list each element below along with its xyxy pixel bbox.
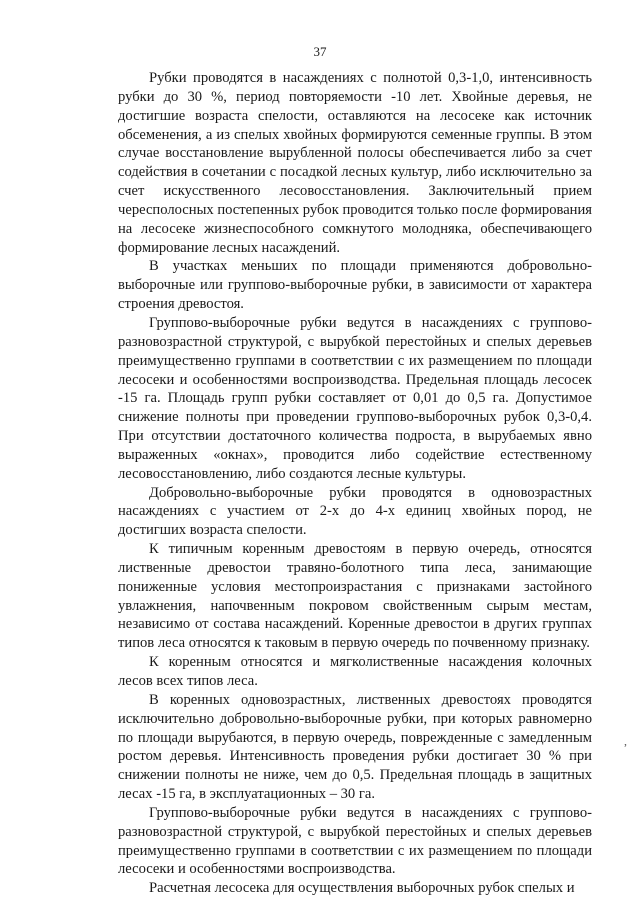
paragraph-8: Группово-выборочные рубки ведутся в насаждениях с группово-разновозрастной структурой, с вырубкой перестойных и спелых деревьев преимущественно группами в соответствии с их размещением по площади лесосеки и особенностями воспроизводства. bbox=[118, 804, 592, 878]
paragraph-1: Рубки проводятся в насаждениях с полнотой 0,3-1,0, интенсивность рубки до 30 %, период повторяемости -10 лет. Хвойные деревья, не достигшие возраста спелости, оставляются на лесосеке как источник обсеменения, а из спелых хвойных формируются семенные группы. В этом случае восстановление вырубленной полосы обеспечивается либо за счет содействия в сочетании с посадкой лесных культур, либо исключительно за счет искусственного лесовосстановления. Заключительный прием чересполосных постепенных рубок проводится только после формирования на лесосеке жизнеспособного сомкнутого молодняка, обеспечивающего формирование лесных насаждений. bbox=[118, 70, 593, 256]
paragraph-9: Расчетная лесосека для осуществления выборочных рубок спелых и bbox=[149, 880, 575, 897]
margin-mark: , bbox=[624, 734, 627, 748]
document-body bbox=[118, 69, 592, 898]
paragraph-6: К коренным относятся и мягколиственные насаждения колочных лесов всех типов леса. bbox=[118, 654, 592, 689]
paragraph-4: Добровольно-выборочные рубки проводятся в одновозрастных насаждениях с участием от 2-х до 4-х единиц хвойных пород, не достигших возраста спелости. bbox=[118, 484, 592, 539]
paragraph-5: К типичным коренным древостоям в первую очередь, относятся лиственные древостои травяно-болотного типа леса, занимающие пониженные условия местопроизрастания с признаками застойного увлажнения, напочвенным покровом свойственным сырым местам, независимо от состава насаждений. Коренные древостои в других группах типов леса относятся к таковым в первую очередь по почвенному признаку. bbox=[118, 541, 592, 652]
paragraph-7: В коренных одновозрастных, лиственных древостоях проводятся исключительно добровольно-выборочные рубки, при которых равномерно по площади вырубаются, в первую очередь, поврежденные с замедленным ростом деревья. Интенсивность проведения рубки достигает 30 % при снижении полноты не ниже, чем до 0,5. Предельная площадь в защитных лесах -15 га, в эксплуатационных – 30 га. bbox=[118, 691, 592, 803]
page-number: 37 bbox=[313, 44, 327, 59]
paragraph-3: Группово-выборочные рубки ведутся в насаждениях с группово-разновозрастной структурой, с вырубкой перестойных и спелых деревьев преимущественно группами в соответствии с их размещением по площади лесосеки и особенностями воспроизводства. Предельная площадь лесосек -15 га. Площадь групп рубки составляет от 0,01 до 0,5 га. Допустимое снижение полноты при проведении группово-выборочных рубок 0,3-0,4. При отсутствии достаточного количества подроста, в вырубаемых явно выраженных «окнах», проводится либо содействие естественному лесовосстановлению, либо создаются лесные культуры. bbox=[118, 314, 592, 482]
paragraph-2: В участках меньших по площади применяются добровольно-выборочные или группово-выборочные рубки, в зависимости от характера строения древостоя. bbox=[118, 258, 592, 313]
